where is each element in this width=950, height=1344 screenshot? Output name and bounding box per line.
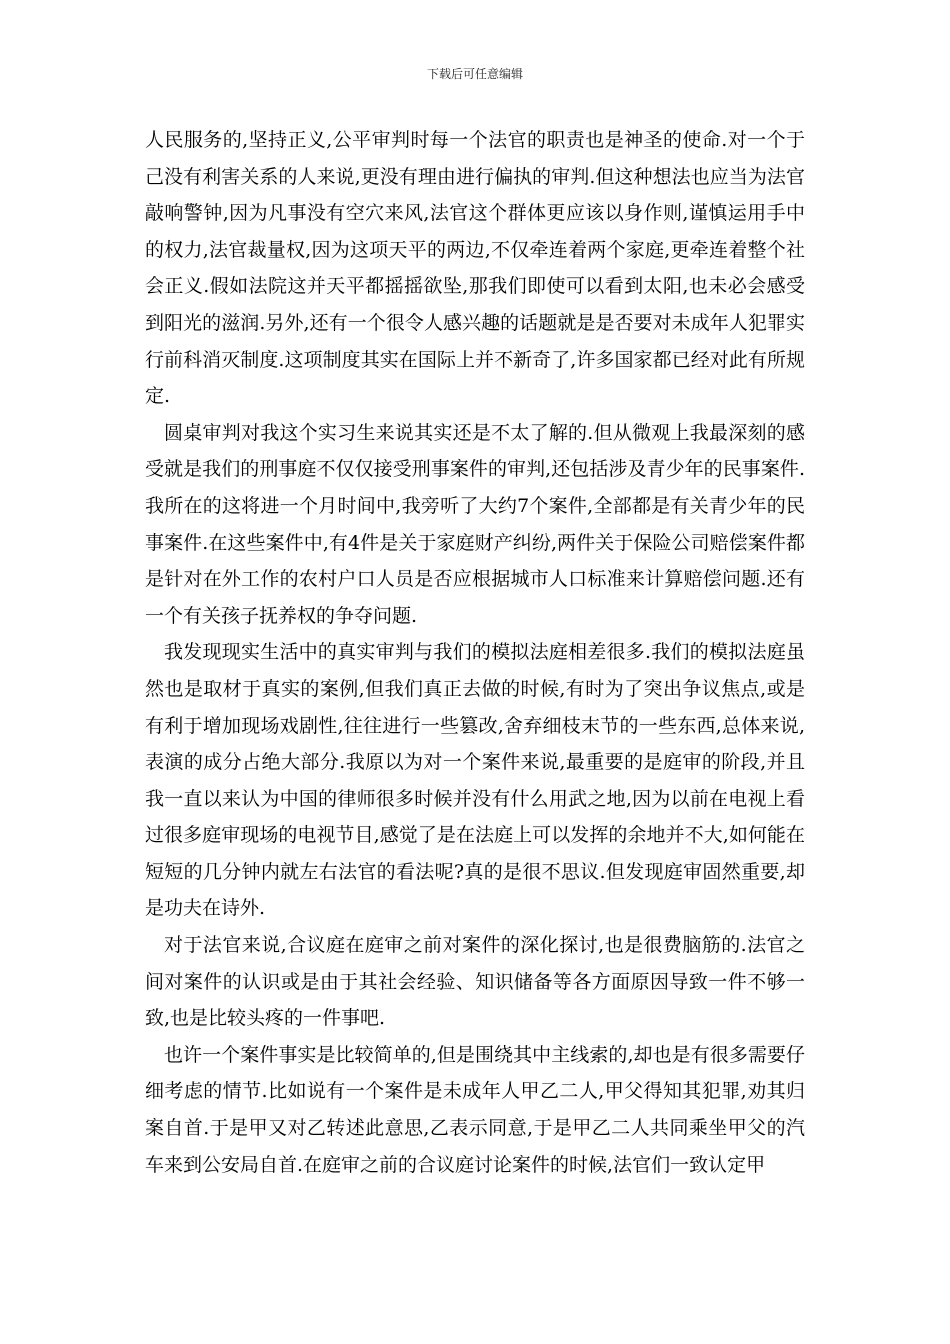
paragraph-1: 人民服务的,坚持正义,公平审判时每一个法官的职责也是神圣的使命.对一个于己没有利害关系的人来说,更没有理由进行偏执的审判.但这种想法也应当为法官敲响警钟,因为凡事没有空穴来风,法官这个群体更应该以身作则,谨慎运用手中的权力,法官裁量权,因为这项天平的两边,不仅牵连着两个家庭,更牵连着整个社会正义.假如法院这并天平都摇摇欲坠,那我们即使可以看到太阳,也未必会感受到阳光的滋润.另外,还有一个很令人感兴趣的话题就是是否要对未成年人犯罪实行前科消灭制度.这项制度其实在国际上并不新奇了,许多国家都已经对此有所规定. [145,129,805,408]
paragraph-3: 我发现现实生活中的真实审判与我们的模拟法庭相差很多.我们的模拟法庭虽然也是取材于真实的案例,但我们真正去做的时候,有时为了突出争议焦点,或是有利于增加现场戏剧性,往往进行一些篡改,舍弃细枝末节的一些东西,总体来说,表演的成分占绝大部分.我原以为对一个案件来说,最重要的是庭审的阶段,并且我一直以来认为中国的律师很多时候并没有什么用武之地,因为以前在电视上看过很多庭审现场的电视节目,感觉了是在法庭上可以发挥的余地并不大,如何能在短短的几分钟内就左右法官的看法呢?真的是很不思议.但发现庭审固然重要,却是功夫在诗外. [145,641,805,920]
document-body [145,122,805,1183]
paragraph-2: 圆桌审判对我这个实习生来说其实还是不太了解的.但从微观上我最深刻的感受就是我们的刑事庭不仅仅接受刑事案件的审判,还包括涉及青少年的民事案件.我所在的这将进一个月时间中,我旁听了大约7个案件,全部都是有关青少年的民事案件.在这些案件中,有4件是关于家庭财产纠纷,两件关于保险公司赔偿案件都是针对在外工作的农村户口人员是否应根据城市人口标准来计算赔偿问题.还有一个有关孩子抚养权的争夺问题. [145,421,805,627]
paragraph-4: 对于法官来说,合议庭在庭审之前对案件的深化探讨,也是很费脑筋的.法官之间对案件的认识或是由于其社会经验、知识储备等各方面原因导致一件不够一致,也是比较头疼的一件事吧. [145,934,805,1030]
page-header: 下载后可任意编辑 [426,67,523,81]
paragraph-5: 也许一个案件事实是比较简单的,但是围绕其中主线索的,却也是有很多需要仔细考虑的情节.比如说有一个案件是未成年人甲乙二人,甲父得知其犯罪,劝其归案自首.于是甲又对乙转述此意思,乙表示同意,于是甲乙二人共同乘坐甲父的汽车来到公安局自首.在庭审之前的合议庭讨论案件的时候,法官们一致认定甲 [145,1043,805,1176]
